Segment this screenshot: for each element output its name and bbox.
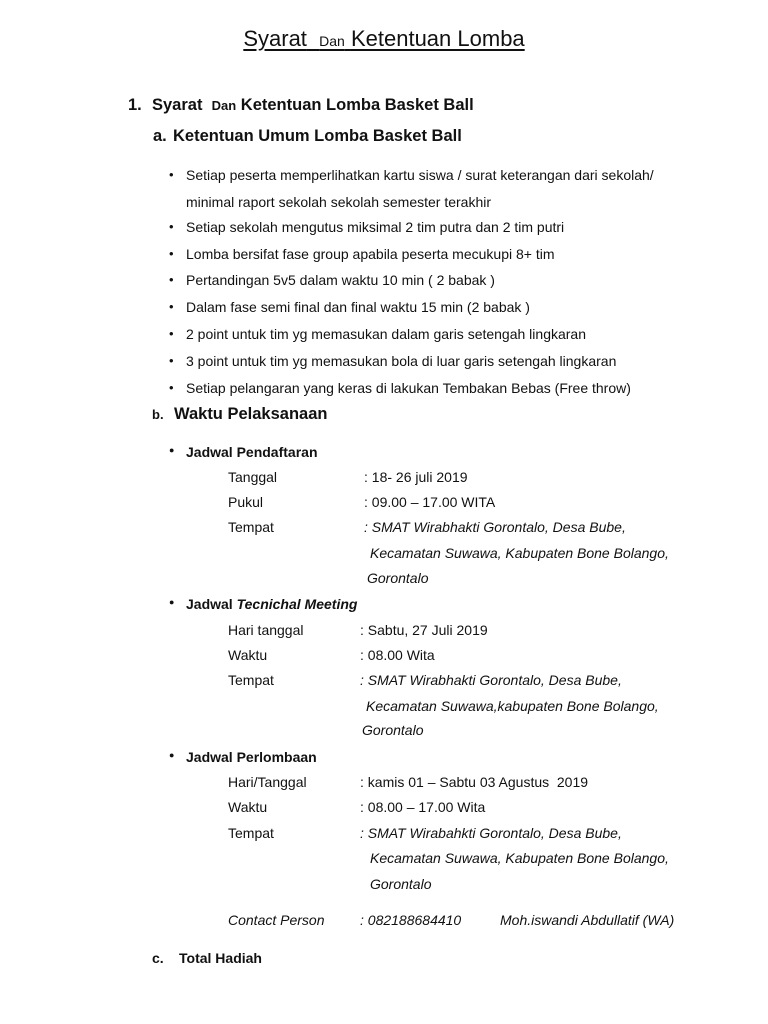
rule-bullet: • Pertandingan 5v5 dalam waktu 10 min ( 2 babak )	[186, 272, 495, 288]
registration-date-value: : 18- 26 juli 2019	[364, 469, 468, 485]
sub-a-heading	[153, 127, 462, 146]
sub-a-letter: a.	[153, 127, 167, 145]
rule-bullet: • Dalam fase semi final dan final waktu 15 min (2 babak )	[186, 299, 530, 315]
sub-c-letter: c.	[152, 950, 164, 966]
title-word-rest: Ketentuan Lomba	[350, 26, 525, 51]
sub-c-title: Total Hadiah	[179, 950, 262, 966]
schedule-registration-title: ● Jadwal Pendaftaran	[186, 444, 318, 460]
technical-place-value-line2: Kecamatan Suwawa,kabupaten Bone Bolango,	[366, 698, 659, 714]
registration-date-label: Tanggal	[228, 469, 278, 485]
section-1-number: 1.	[128, 96, 142, 114]
sub-b-title: Waktu Pelaksanaan	[174, 405, 328, 423]
sub-b-heading	[152, 405, 327, 424]
technical-place-value: : SMAT Wirabhakti Gorontalo, Desa Bube,	[360, 672, 622, 688]
rule-bullet: • Setiap sekolah mengutus miksimal 2 tim putra dan 2 tim putri	[186, 219, 564, 235]
technical-time-value: : 08.00 Wita	[360, 647, 435, 663]
title-word-dan: Dan	[319, 33, 345, 49]
registration-place-label: Tempat	[228, 519, 274, 535]
registration-time-value: : 09.00 – 17.00 WITA	[364, 494, 496, 510]
sub-a-title: Ketentuan Umum Lomba Basket Ball	[173, 127, 462, 145]
rule-bullet: • Setiap pelangaran yang keras di lakukan Tembakan Bebas (Free throw)	[186, 380, 631, 396]
technical-date-value: : Sabtu, 27 Juli 2019	[360, 622, 488, 638]
contact-person-label: Contact Person	[228, 912, 325, 928]
section-1-word-syarat: Syarat	[152, 96, 203, 114]
rule-bullet: • Lomba bersifat fase group apabila peserta mecukupi 8+ tim	[186, 246, 555, 262]
sub-b-letter: b.	[152, 407, 164, 422]
rule-bullet: • 3 point untuk tim yg memasukan bola di luar garis setengah lingkaran	[186, 353, 616, 369]
title-word-syarat: Syarat	[243, 26, 307, 51]
rule-bullet: • 2 point untuk tim yg memasukan dalam garis setengah lingkaran	[186, 326, 586, 342]
registration-place-value-line2: Kecamatan Suwawa, Kabupaten Bone Bolango,	[370, 545, 669, 561]
rule-bullet: • Setiap peserta memperlihatkan kartu siswa / surat keterangan dari sekolah/	[186, 167, 654, 183]
schedule-technical-meeting-title	[186, 596, 357, 612]
section-1-rest: Ketentuan Lomba Basket Ball	[240, 96, 474, 114]
section-1-heading	[128, 96, 474, 115]
technical-date-label: Hari tanggal	[228, 622, 304, 638]
technical-time-label: Waktu	[228, 647, 268, 663]
competition-date-label: Hari/Tanggal	[228, 774, 307, 790]
contact-phone: : 082188684410	[360, 912, 462, 928]
competition-place-label: Tempat	[228, 825, 274, 841]
competition-date-value: : kamis 01 – Sabtu 03 Agustus 2019	[360, 774, 589, 790]
registration-place-value-line3: Gorontalo	[367, 570, 429, 586]
registration-time-label: Pukul	[228, 494, 264, 510]
competition-time-value: : 08.00 – 17.00 Wita	[360, 799, 486, 815]
contact-name: Moh.iswandi Abdullatif (WA)	[500, 912, 675, 928]
document-title	[0, 26, 768, 52]
competition-place-value-line3: Gorontalo	[370, 876, 432, 892]
competition-place-value: : SMAT Wirabahkti Gorontalo, Desa Bube,	[360, 825, 622, 841]
technical-place-value-line3: Gorontalo	[362, 722, 424, 738]
section-1-word-dan: Dan	[211, 98, 237, 113]
schedule-competition-title: ● Jadwal Perlombaan	[186, 749, 317, 765]
competition-time-label: Waktu	[228, 799, 268, 815]
technical-place-label: Tempat	[228, 672, 274, 688]
technical-title-prefix: Jadwal	[186, 596, 237, 612]
competition-place-value-line2: Kecamatan Suwawa, Kabupaten Bone Bolango,	[370, 850, 669, 866]
sub-c-heading	[152, 950, 262, 966]
rule-bullet-continuation: minimal raport sekolah sekolah semester terakhir	[186, 194, 492, 210]
registration-place-value: : SMAT Wirabhakti Gorontalo, Desa Bube,	[364, 519, 626, 535]
technical-title-italic: Tecnichal Meeting	[236, 596, 358, 612]
